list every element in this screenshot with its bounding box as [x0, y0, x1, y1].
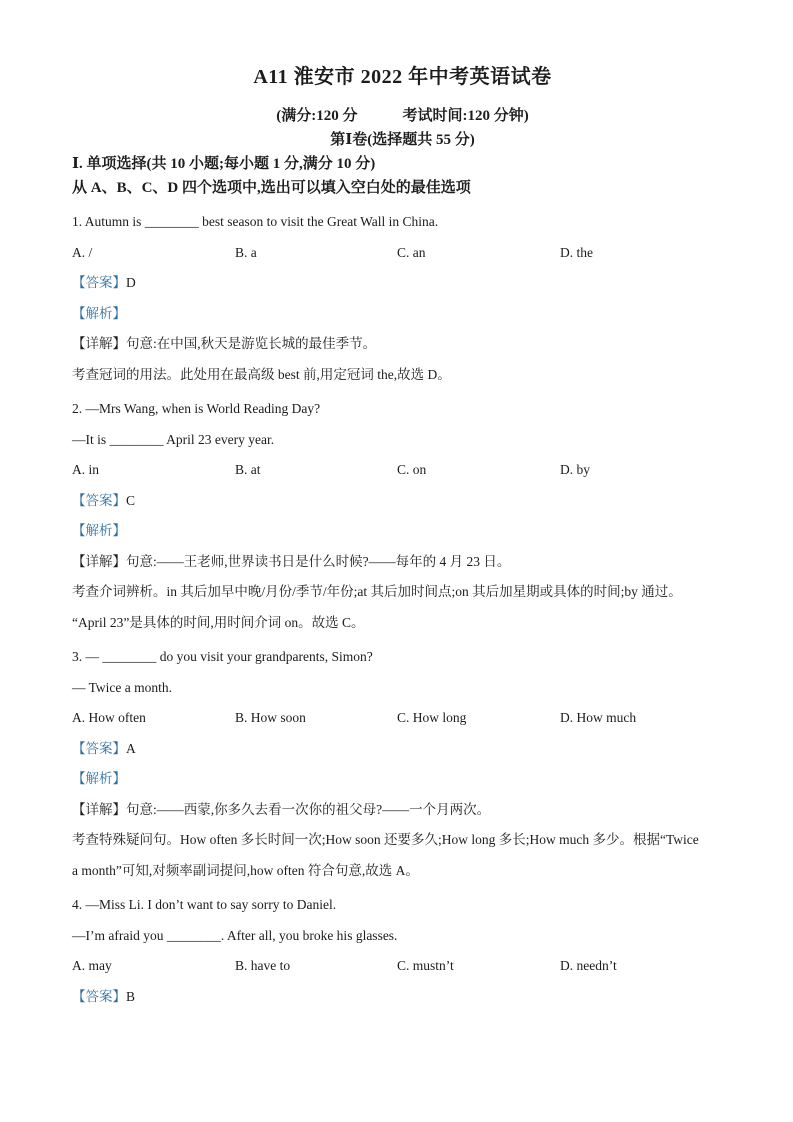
- answer-value: D: [126, 275, 136, 290]
- paper-header: [72, 64, 733, 201]
- analysis-label: 【解析】: [72, 305, 126, 321]
- explanation-line: 考查冠词的用法。此处用在最高级 best 前,用定冠词 the,故选 D。: [72, 366, 451, 382]
- option-c: C. an: [397, 244, 426, 260]
- question-stem: —I’m afraid you ________. After all, you broke his glasses.: [72, 927, 398, 943]
- answer-value: C: [126, 492, 136, 508]
- answer-label: 【答案】: [72, 492, 126, 508]
- answer-line: [72, 268, 733, 299]
- analysis-line: [72, 764, 733, 795]
- option-b: B. have to: [235, 958, 291, 973]
- answer-label: 【答案】: [72, 275, 126, 290]
- option-a: A. may: [72, 958, 112, 973]
- question-1: [72, 207, 733, 390]
- explanation-line: 考查介词辨析。in 其后加早中晚/月份/季节/年份;at 其后加时间点;on 其后加星期或具体的时间;by 通过。: [72, 584, 682, 599]
- question-stem: — Twice a month.: [72, 679, 173, 695]
- analysis-label: 【解析】: [72, 771, 126, 786]
- section-heading: Ⅰ. 单项选择(共 10 小题;每小题 1 分,满分 10 分): [72, 156, 376, 172]
- analysis-line: [72, 516, 733, 547]
- question-3: [72, 642, 733, 886]
- volume-title: 第Ⅰ卷(选择题共 55 分): [330, 132, 475, 148]
- question-2: [72, 394, 733, 638]
- option-d: D. by: [560, 462, 590, 477]
- answer-line: [72, 486, 733, 517]
- option-b: B. a: [235, 244, 257, 260]
- option-c: C. mustn’t: [397, 958, 454, 973]
- option-d: D. the: [560, 244, 593, 260]
- option-d: D. How much: [560, 710, 637, 725]
- option-a: A. /: [72, 244, 93, 260]
- options-row: [72, 455, 733, 486]
- explanation-line: 考查特殊疑问句。How often 多长时间一次;How soon 还要多久;How long 多长;How much 多少。根据“Twice: [72, 832, 699, 847]
- option-a: A. in: [72, 462, 99, 477]
- answer-label: 【答案】: [72, 988, 126, 1004]
- explanation-line: 【详解】句意:——西蒙,你多久去看一次你的祖父母?——一个月两次。: [72, 801, 491, 817]
- option-b: B. How soon: [235, 710, 306, 725]
- answer-line: [72, 982, 733, 1013]
- analysis-label: 【解析】: [72, 523, 126, 538]
- analysis-line: [72, 299, 733, 330]
- question-stem: 3. — ________ do you visit your grandparents, Simon?: [72, 649, 373, 664]
- options-row: [72, 238, 733, 269]
- question-stem: 1. Autumn is ________ best season to visit the Great Wall in China.: [72, 214, 439, 229]
- question-4: [72, 890, 733, 1012]
- answer-line: [72, 734, 733, 765]
- paper-meta: (满分:120 分 考试时间:120 分钟): [276, 108, 529, 124]
- questions-area: [72, 207, 733, 1012]
- section-instruction: 从 A、B、C、D 四个选项中,选出可以填入空白处的最佳选项: [72, 180, 471, 196]
- answer-value: A: [126, 740, 136, 756]
- options-row: [72, 703, 733, 734]
- question-stem: 4. —Miss Li. I don’t want to say sorry to Daniel.: [72, 897, 337, 912]
- option-b: B. at: [235, 462, 261, 477]
- option-c: C. How long: [397, 710, 467, 725]
- explanation-line: a month”可知,对频率副词提问,how often 符合句意,故选 A。: [72, 862, 419, 878]
- paper-title: A11 淮安市 2022 年中考英语试卷: [253, 66, 552, 88]
- explanation-line: 【详解】句意:在中国,秋天是游览长城的最佳季节。: [72, 336, 377, 351]
- answer-value: B: [126, 988, 136, 1004]
- explanation-line: 【详解】句意:——王老师,世界读书日是什么时候?——每年的 4 月 23 日。: [72, 553, 511, 569]
- option-a: A. How often: [72, 710, 146, 725]
- explanation-line: “April 23”是具体的时间,用时间介词 on。故选 C。: [72, 614, 365, 630]
- option-c: C. on: [397, 462, 427, 477]
- options-row: [72, 951, 733, 982]
- question-stem: 2. —Mrs Wang, when is World Reading Day?: [72, 401, 321, 416]
- question-stem: —It is ________ April 23 every year.: [72, 431, 275, 447]
- option-d: D. needn’t: [560, 958, 617, 973]
- answer-label: 【答案】: [72, 740, 126, 756]
